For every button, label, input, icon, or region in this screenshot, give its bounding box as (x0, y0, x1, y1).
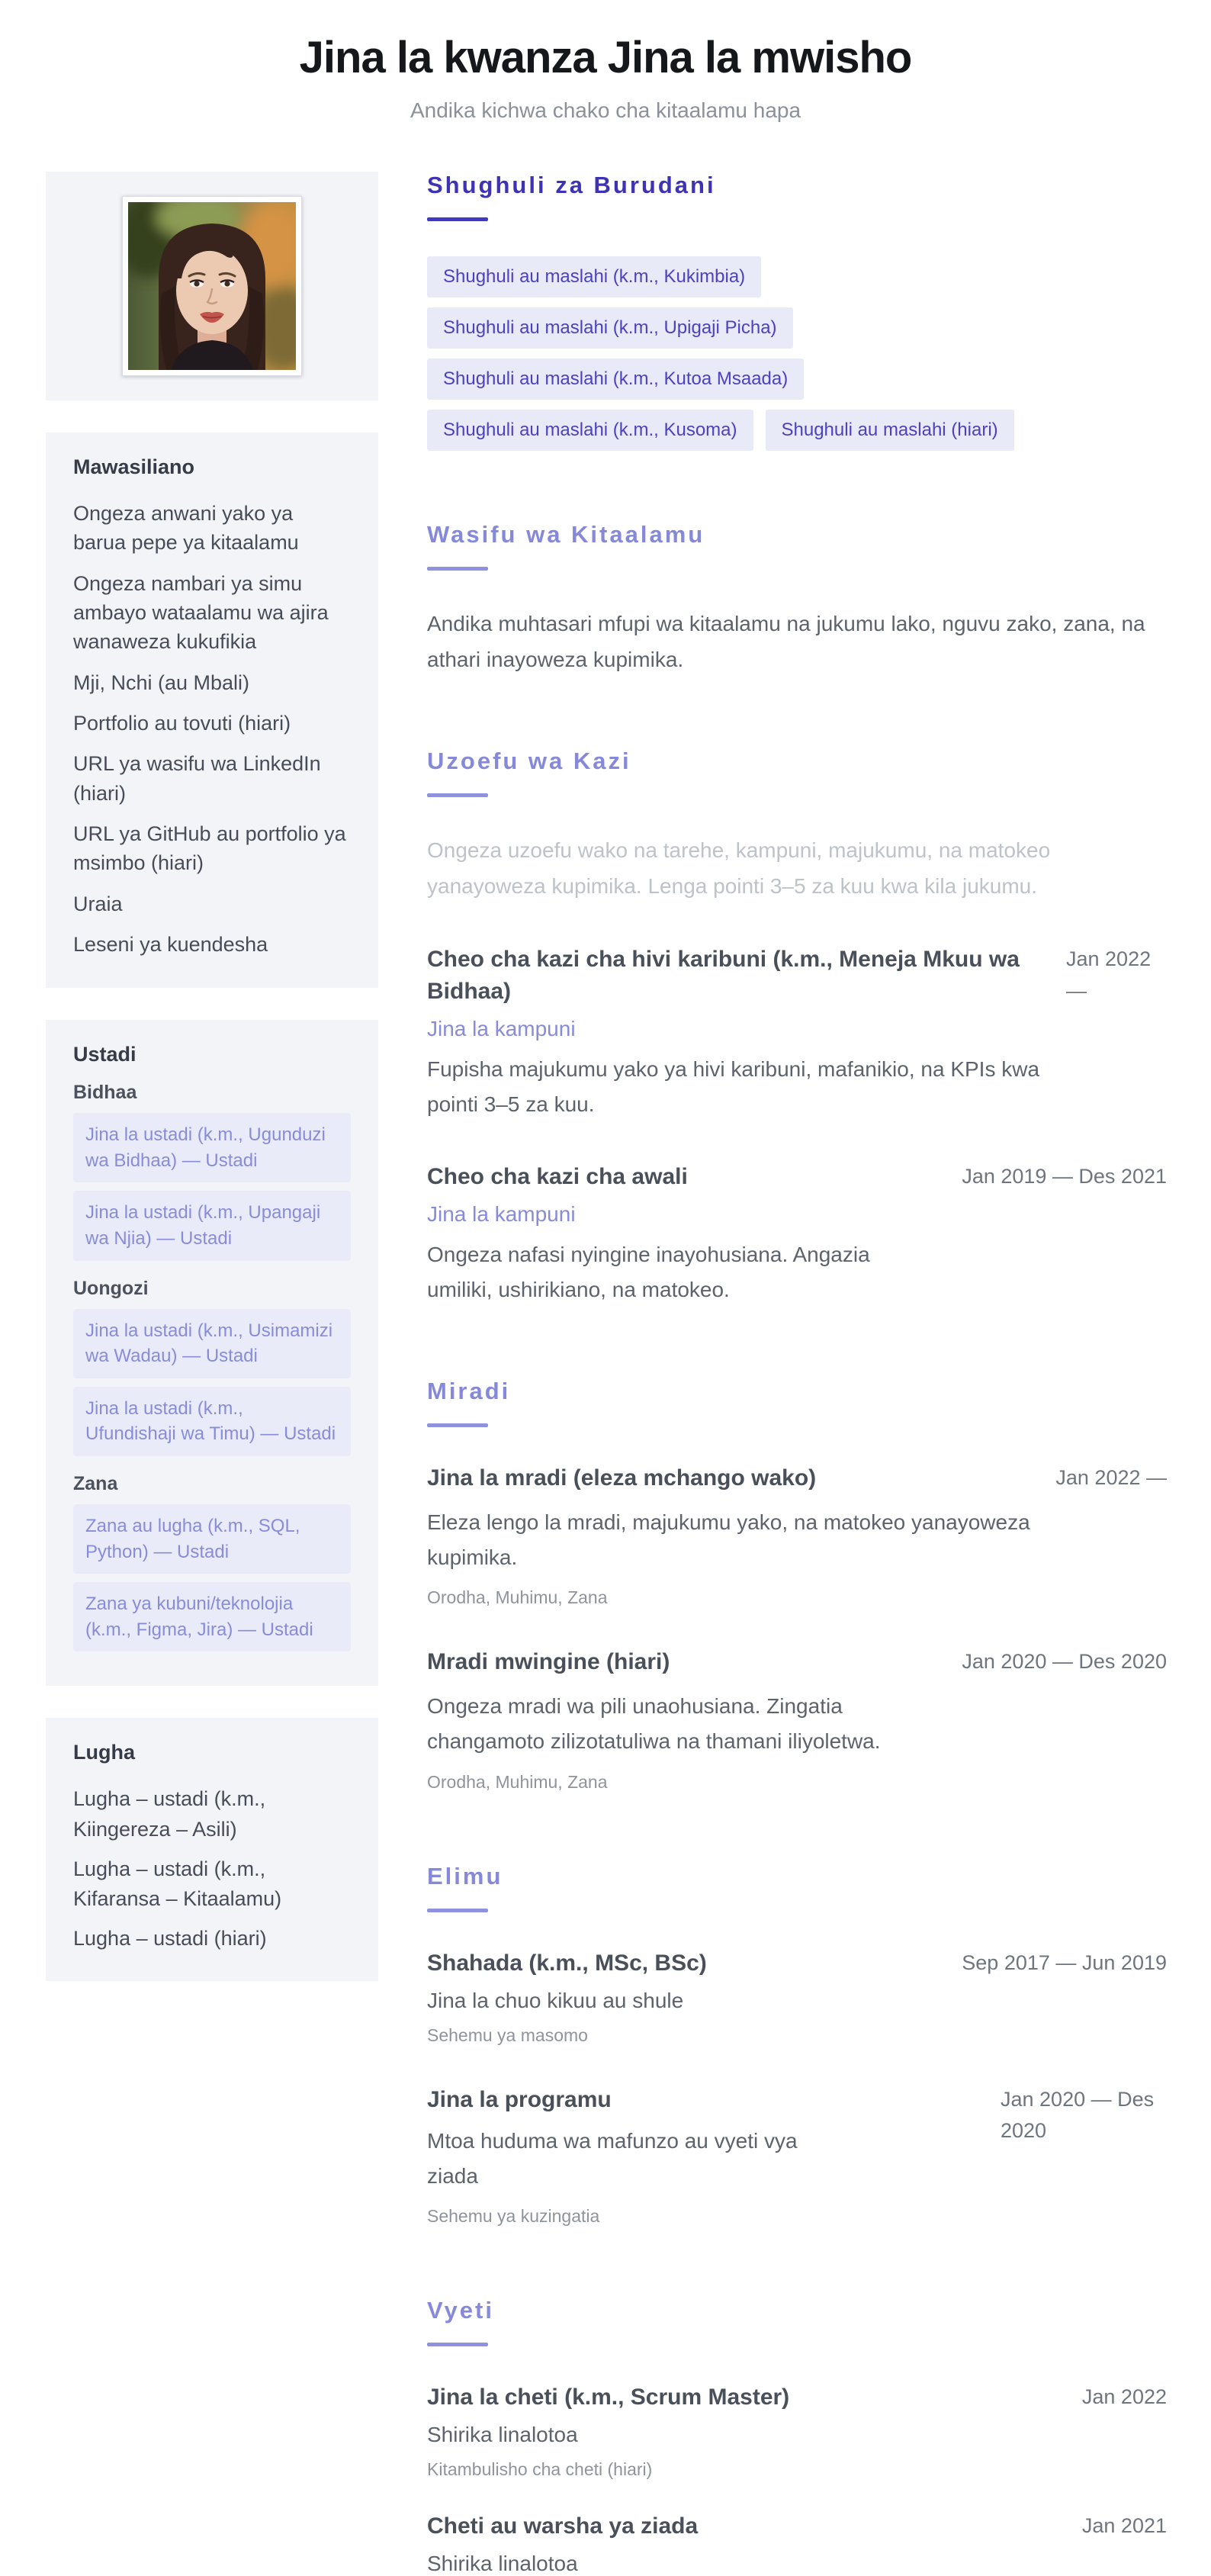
experience-title: Uzoefu wa Kazi (427, 748, 631, 775)
interests-chips (427, 256, 1167, 451)
project-dates: Jan 2020 — Des 2020 (962, 1650, 1167, 1674)
education-entry (427, 1947, 1167, 2046)
skill-chip: Jina la ustadi (k.m., Ugunduzi wa Bidhaa) — Ustadi (73, 1113, 351, 1182)
education-dates: Jan 2020 — Des 2020 (1001, 2087, 1155, 2143)
section-summary (427, 521, 1167, 677)
contact-item-phone: Ongeza nambari ya simu ambayo wataalamu wa ajira wanaweza kukufikia (73, 571, 329, 654)
job-dates: Jan 2019 — Des 2021 (962, 1164, 1167, 1188)
main-column (427, 172, 1167, 2576)
certification-dates: Jan 2021 (1081, 2514, 1167, 2537)
education-title: Elimu (427, 1862, 503, 1889)
contact-item-portfolio: Portfolio au tovuti (hiari) (73, 711, 291, 735)
job-entry (427, 944, 1167, 1122)
certification-dates: Jan 2022 (1081, 2385, 1167, 2408)
resume-header (0, 32, 1211, 123)
interests-title: Shughuli za Burudani (427, 172, 716, 198)
contact-item-location: Mji, Nchi (au Mbali) (73, 671, 250, 694)
job-description: Ongeza nafasi nyingine inayohusiana. Angazia umiliki, ushirikiano, na matokeo. (427, 1242, 870, 1301)
skill-chip: Zana au lugha (k.m., SQL, Python) — Ustadi (73, 1504, 351, 1574)
contact-item-email: Ongeza anwani yako ya barua pepe ya kitaalamu (73, 502, 299, 555)
education-meta: Sehemu ya kuzingatia (427, 2206, 600, 2226)
program-title: Jina la programu (427, 2086, 612, 2112)
section-rule (427, 567, 488, 571)
section-rule (427, 1423, 488, 1427)
certification-title: Cheti au warsha ya ziada (427, 2513, 699, 2539)
skill-chip: Jina la ustadi (k.m., Upangaji wa Njia) — Ustadi (73, 1191, 351, 1260)
education-meta: Sehemu ya masomo (427, 2024, 588, 2045)
interest-chip: Shughuli au maslahi (k.m., Kutoa Msaada) (427, 359, 804, 400)
certifications-title: Vyeti (427, 2297, 494, 2324)
job-title: Cheo cha kazi cha hivi karibuni (k.m., Meneja Mkuu wa Bidhaa) (427, 947, 1020, 1005)
certification-entry (427, 2510, 1167, 2576)
interest-chip: Shughuli au maslahi (k.m., Kusoma) (427, 410, 753, 451)
section-interests (427, 172, 1167, 451)
project-title: Jina la mradi (eleza mchango wako) (427, 1465, 817, 1491)
project-description: Eleza lengo la mradi, majukumu yako, na matokeo yanayoweza kupimika. (427, 1510, 1030, 1570)
contact-card (46, 433, 378, 988)
contact-item-citizenship: Uraia (73, 892, 123, 915)
interest-chip: Shughuli au maslahi (k.m., Upigaji Picha) (427, 307, 793, 349)
skills-title: Ustadi (73, 1043, 137, 1066)
section-rule (427, 2343, 488, 2346)
education-dates: Sep 2017 — Jun 2019 (962, 1950, 1167, 1974)
section-rule (427, 1909, 488, 1912)
language-item: Lugha – ustadi (k.m., Kiingereza – Asili) (73, 1787, 266, 1841)
interest-chip: Shughuli au maslahi (hiari) (766, 410, 1014, 451)
two-column-layout (0, 172, 1211, 2576)
contact-title: Mawasiliano (73, 455, 195, 478)
languages-title: Lugha (73, 1741, 135, 1764)
section-rule (427, 793, 488, 797)
section-certifications (427, 2297, 1167, 2576)
language-item: Lugha – ustadi (hiari) (73, 1926, 267, 1950)
job-dates: Jan 2022 — (1066, 947, 1152, 1002)
section-projects (427, 1378, 1167, 1793)
contact-item-github: URL ya GitHub au portfolio ya msimbo (hiari) (73, 822, 346, 875)
section-education (427, 1863, 1167, 2227)
projects-title: Miradi (427, 1377, 511, 1404)
skill-chip: Jina la ustadi (k.m., Ufundishaji wa Timu) — Ustadi (73, 1387, 351, 1456)
skill-chip: Jina la ustadi (k.m., Usimamizi wa Wadau) — Ustadi (73, 1309, 351, 1378)
interest-chip: Shughuli au maslahi (k.m., Kukimbia) (427, 256, 761, 297)
summary-body: Andika muhtasari mfupi wa kitaalamu na jukumu lako, nguvu zako, zana, na athari inayoweza kupimika. (427, 612, 1145, 672)
photo-card (46, 172, 378, 400)
section-rule (427, 217, 488, 221)
candidate-tagline: Andika kichwa chako cha kitaalamu hapa (410, 98, 801, 122)
school-name: Jina la chuo kikuu au shule (427, 1988, 684, 2012)
job-entry (427, 1161, 1167, 1307)
sidebar (46, 172, 378, 1981)
skill-chip: Zana ya kubuni/teknolojia (k.m., Figma, Jira) — Ustadi (73, 1582, 351, 1651)
issuing-org: Shirika linalotoa (427, 2423, 578, 2446)
job-title: Cheo cha kazi cha awali (427, 1163, 688, 1189)
provider-name: Mtoa huduma wa mafunzo au vyeti vya ziada (427, 2128, 798, 2188)
summary-title: Wasifu wa Kitaalamu (427, 521, 705, 548)
section-experience (427, 748, 1167, 1307)
certification-title: Jina la cheti (k.m., Scrum Master) (427, 2385, 790, 2410)
skills-group-label: Uongozi (73, 1277, 149, 1299)
project-meta: Orodha, Muhimu, Zana (427, 1587, 608, 1608)
candidate-name: Jina la kwanza Jina la mwisho (299, 33, 912, 82)
profile-photo (122, 196, 302, 376)
skills-group-label: Bidhaa (73, 1082, 137, 1104)
contact-item-license: Leseni ya kuendesha (73, 932, 268, 956)
job-description: Fupisha majukumu yako ya hivi karibuni, mafanikio, na KPIs kwa pointi 3–5 za kuu. (427, 1057, 1040, 1117)
degree-title: Shahada (k.m., MSc, BSc) (427, 1950, 707, 1976)
project-title: Mradi mwingine (hiari) (427, 1649, 670, 1675)
skills-group-label: Zana (73, 1473, 118, 1495)
certification-meta: Kitambulisho cha cheti (hiari) (427, 2459, 653, 2479)
contact-item-linkedin: URL ya wasifu wa LinkedIn (hiari) (73, 752, 321, 805)
project-meta: Orodha, Muhimu, Zana (427, 1771, 608, 1792)
languages-card (46, 1718, 378, 1981)
profile-photo-illustration (128, 202, 296, 370)
experience-intro: Ongeza uzoefu wako na tarehe, kampuni, majukumu, na matokeo yanayoweza kupimika. Lenga pointi 3–5 za kuu kwa kila jukumu. (427, 838, 1051, 899)
project-dates: Jan 2022 — (1055, 1465, 1167, 1489)
certification-entry (427, 2381, 1167, 2480)
language-item: Lugha – ustadi (k.m., Kifaransa – Kitaalamu) (73, 1857, 282, 1910)
job-company: Jina la kampuni (427, 1017, 576, 1041)
education-entry (427, 2084, 1167, 2227)
issuing-org: Shirika linalotoa (427, 2552, 578, 2575)
skills-card (46, 1020, 378, 1686)
job-company: Jina la kampuni (427, 1201, 576, 1226)
project-description: Ongeza mradi wa pili unaohusiana. Zingatia changamoto zilizotatuliwa na thamani iliyoletwa. (427, 1694, 881, 1754)
project-entry (427, 1462, 1167, 1608)
project-entry (427, 1646, 1167, 1792)
